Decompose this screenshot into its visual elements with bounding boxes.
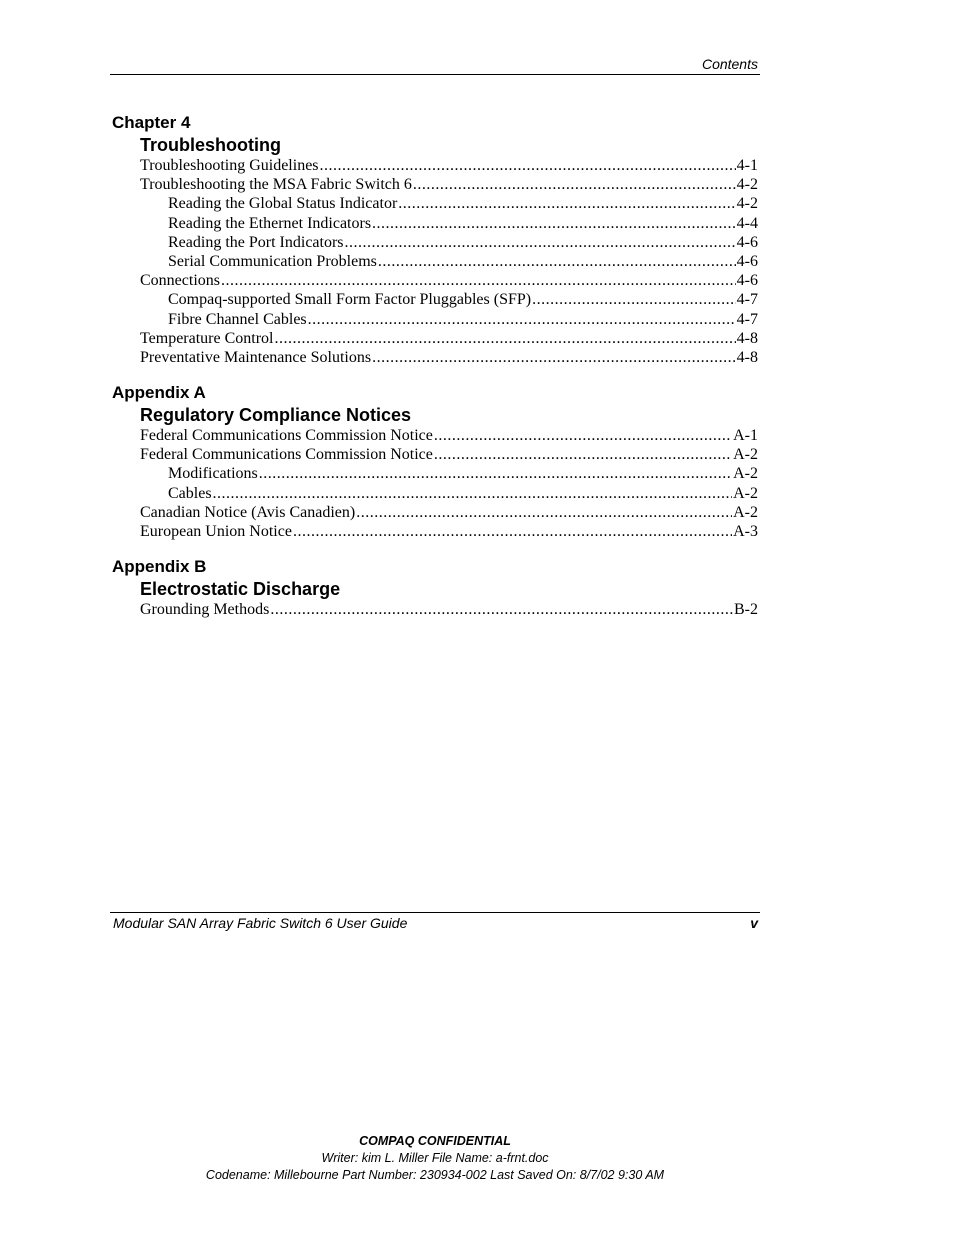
codename-line: Codename: Millebourne Part Number: 230934-002 Last Saved On: 8/7/02 9:30 AM: [205, 1168, 665, 1182]
confidential-block: [0, 1133, 870, 1184]
toc-entry[interactable]: [112, 214, 758, 233]
dot-leader: [372, 348, 736, 367]
section-label: Chapter 4: [112, 113, 191, 132]
toc-entry-title: European Union Notice: [140, 523, 292, 540]
section-title: Regulatory Compliance Notices: [140, 405, 412, 426]
dot-leader: [221, 271, 736, 290]
toc-entry[interactable]: [112, 194, 758, 213]
toc-entry-title: Troubleshooting Guidelines: [140, 157, 319, 174]
dot-leader: [275, 329, 736, 348]
toc-entry[interactable]: [112, 348, 758, 367]
toc-entry-title: Grounding Methods: [140, 601, 270, 619]
toc-entry-page: 4-7: [736, 310, 758, 328]
toc-entry-title: Preventative Maintenance Solutions: [140, 348, 372, 366]
writer-line: Writer: kim L. Miller File Name: a-frnt.doc: [321, 1151, 549, 1165]
toc-section-appendix-b: [112, 557, 758, 619]
table-of-contents: [112, 113, 758, 635]
entry-list: [112, 156, 758, 367]
toc-entry[interactable]: [112, 233, 758, 252]
toc-entry[interactable]: [112, 426, 758, 445]
dot-leader: [293, 522, 732, 541]
running-header: Contents: [701, 56, 758, 72]
toc-entry-page: 4-7: [736, 291, 758, 309]
toc-section-appendix-a: [112, 383, 758, 541]
toc-entry[interactable]: [112, 310, 758, 329]
toc-entry-page: B-2: [734, 601, 758, 619]
footer-page-number: v: [750, 915, 758, 931]
toc-entry-title: Reading the Ethernet Indicators: [168, 214, 372, 232]
toc-entry[interactable]: [112, 175, 758, 194]
toc-entry-page: 4-6: [736, 233, 758, 251]
toc-entry-title: Troubleshooting the MSA Fabric Switch 6: [140, 176, 412, 194]
section-label: Appendix A: [112, 383, 206, 403]
toc-entry[interactable]: [112, 484, 758, 503]
section-title: Troubleshooting: [140, 135, 281, 155]
toc-entry[interactable]: [112, 252, 758, 271]
dot-leader: [372, 214, 736, 233]
toc-entry[interactable]: [112, 445, 758, 464]
toc-entry[interactable]: [112, 600, 758, 619]
toc-entry-title: Fibre Channel Cables: [168, 310, 307, 328]
toc-entry-page: 4-6: [736, 272, 758, 290]
dot-leader: [398, 194, 735, 213]
dot-leader: [270, 600, 733, 619]
footer-rule: [110, 912, 760, 913]
toc-entry-title: Federal Communications Commission Notice: [140, 427, 433, 445]
dot-leader: [532, 290, 736, 309]
toc-entry-title: Compaq-supported Small Form Factor Pluggables (SFP): [168, 291, 532, 309]
toc-entry[interactable]: [112, 464, 758, 483]
toc-entry-title: Reading the Port Indicators: [168, 233, 344, 251]
dot-leader: [213, 484, 733, 503]
toc-entry-page: A-2: [733, 484, 758, 502]
toc-entry[interactable]: [112, 156, 758, 175]
dot-leader: [259, 464, 732, 483]
toc-entry-title: Connections: [140, 272, 220, 290]
toc-entry-title: Federal Communications Commission Notice: [140, 446, 433, 464]
dot-leader: [434, 426, 732, 445]
entry-list: [112, 426, 758, 541]
toc-entry[interactable]: [112, 503, 758, 522]
toc-section-chapter-4: [112, 113, 758, 367]
toc-entry-page: A-2: [733, 465, 758, 483]
toc-entry-page: A-3: [733, 523, 758, 540]
toc-entry-page: 4-4: [736, 214, 758, 232]
toc-entry-page: A-2: [733, 446, 758, 464]
toc-entry[interactable]: [112, 271, 758, 290]
toc-entry[interactable]: [112, 329, 758, 348]
dot-leader: [413, 175, 736, 194]
dot-leader: [378, 252, 736, 271]
toc-entry-page: 4-2: [736, 176, 758, 194]
entry-list: [112, 600, 758, 619]
dot-leader: [345, 233, 736, 252]
dot-leader: [320, 156, 736, 175]
toc-entry-page: A-2: [733, 503, 758, 521]
toc-entry-title: Modifications: [168, 465, 258, 483]
toc-entry-page: 4-8: [736, 348, 758, 366]
section-label: Appendix B: [112, 557, 207, 577]
toc-entry-title: Canadian Notice (Avis Canadien): [140, 503, 356, 521]
toc-entry-title: Reading the Global Status Indicator: [168, 195, 398, 213]
toc-entry-title: Cables: [168, 484, 212, 502]
toc-entry-page: A-1: [733, 427, 758, 445]
footer-book-title: Modular SAN Array Fabric Switch 6 User Guide: [113, 915, 408, 931]
section-title: Electrostatic Discharge: [140, 579, 341, 600]
dot-leader: [356, 503, 732, 522]
toc-entry[interactable]: [112, 290, 758, 309]
header-rule: [110, 74, 760, 75]
toc-entry-page: 4-8: [736, 329, 758, 347]
toc-entry-page: 4-2: [736, 195, 758, 213]
confidential-label: COMPAQ CONFIDENTIAL: [359, 1134, 511, 1148]
toc-entry-title: Serial Communication Problems: [168, 252, 377, 270]
dot-leader: [434, 445, 732, 464]
toc-entry-title: Temperature Control: [140, 329, 274, 347]
toc-entry-page: 4-1: [736, 157, 758, 174]
toc-entry-page: 4-6: [736, 252, 758, 270]
dot-leader: [308, 310, 736, 329]
toc-entry[interactable]: [112, 522, 758, 541]
